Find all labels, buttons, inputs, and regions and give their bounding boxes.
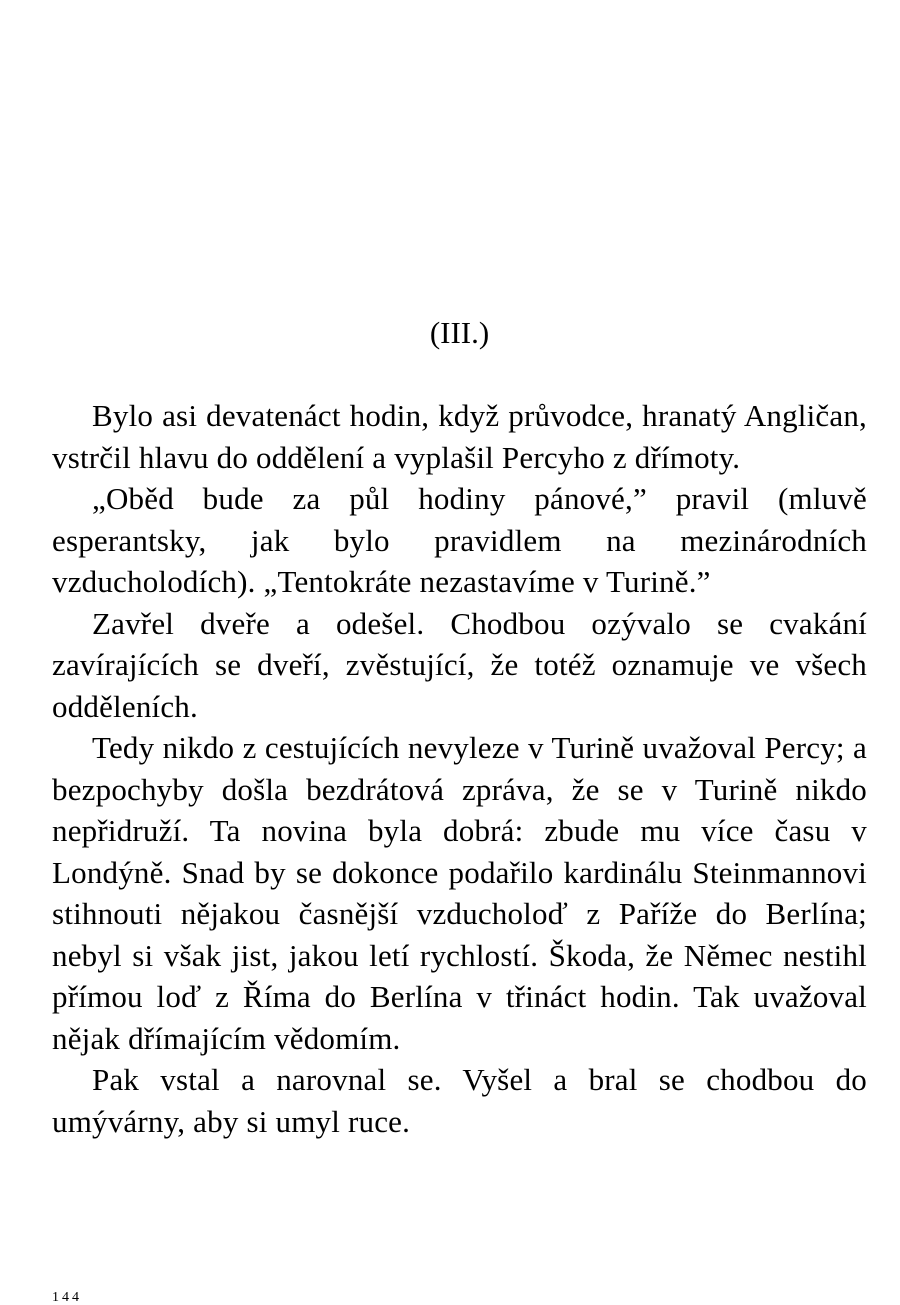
- page-number: 144: [52, 1290, 82, 1305]
- paragraph: Zavřel dveře a odešel. Chodbou ozývalo se cvakání zavírajících se dveří, zvěstující, že totéž oznamuje ve všech odděleních.: [52, 605, 867, 724]
- paragraph: Pak vstal a narovnal se. Vyšel a bral se chodbou do umývárny, aby si umyl ruce.: [52, 1062, 867, 1139]
- book-page: [52, 0, 867, 1305]
- chapter-heading: (III.): [429, 315, 490, 350]
- paragraph: Bylo asi devatenáct hodin, když průvodce, hranatý Angličan, vstrčil hlavu do oddělení a vyplašil Percyho z dřímoty.: [52, 398, 867, 475]
- body-text: [52, 395, 867, 1142]
- paragraph: Tedy nikdo z cestujících nevyleze v Turině uvažoval Percy; a bezpochyby došla bezdrátová zpráva, že se v Turině nikdo nepřidruží. Ta novina byla dobrá: zbude mu více času v Londýně. Snad by se dokonce podařilo kardinálu Steinmannovi stihnouti nějakou časnější vzducholoď z Paříže do Berlína; nebyl si však jist, jakou letí rychlostí. Škoda, že Němec nestihl přímou loď z Říma do Berlína v třináct hodin. Tak uvažoval nějak dřímajícím vědomím.: [52, 730, 867, 1056]
- paragraph: „Oběd bude za půl hodiny pánové,” pravil (mluvě esperantsky, jak bylo pravidlem na mezinárodních vzducholodích). „Tentokráte nezastavíme v Turině.”: [52, 481, 867, 599]
